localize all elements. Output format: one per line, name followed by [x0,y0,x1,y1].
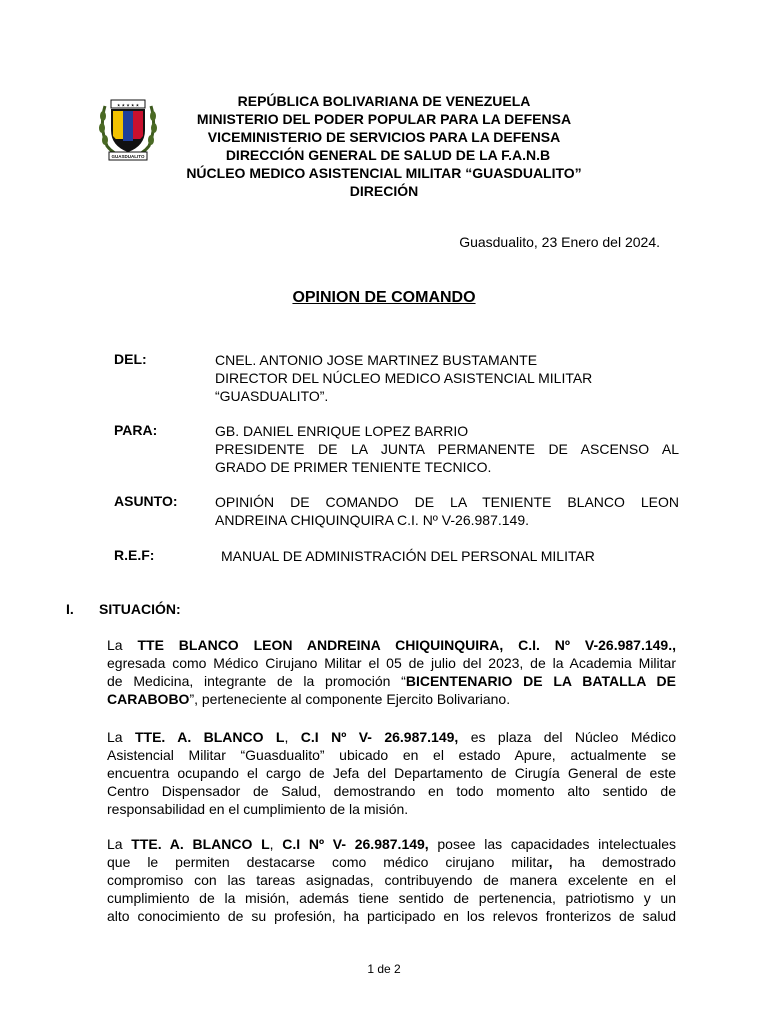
paragraph-1 [107,636,676,708]
para-line: PRESIDENTE DE LA JUNTA PERMANENTE DE ASCENSO AL [215,441,679,457]
text-run: , [269,836,283,852]
asunto-line: ANDREINA CHIQUINQUIRA C.I. Nº V-26.987.149. [215,512,529,528]
para-line: GRADO DE PRIMER TENIENTE TECNICO. [215,459,492,475]
page-number: 1 de 2 [367,962,401,976]
paragraph-line [107,728,676,746]
paragraph-line [107,672,676,690]
paragraph-3 [107,835,676,925]
del-label: DEL: [114,351,147,367]
paragraph-line: alto conocimiento de su profesión, ha participado en los relevos fronterizos de salud [107,908,676,924]
document-date: Guasdualito, 23 Enero del 2024. [459,234,660,250]
officer-ci: C.I Nº V- 26.987.149, [300,729,459,745]
del-line: CNEL. ANTONIO JOSE MARTINEZ BUSTAMANTE [215,352,538,368]
paragraph-line [107,853,676,871]
logo-text: GUASDUALITO [111,154,145,159]
para-line: GB. DANIEL ENRIQUE LOPEZ BARRIO [215,423,469,439]
text-run: de Medicina, integrante de la promoción “ [107,673,406,689]
paragraph-line [107,690,676,708]
asunto-label: ASUNTO: [114,493,178,509]
section-number: I. [66,601,74,617]
paragraph-line [107,835,676,853]
paragraph-line: Centro Dispensador de Salud, demostrando en todo momento alto sentido de [107,783,676,799]
header-country: REPÚBLICA BOLIVARIANA DE VENEZUELA [237,93,531,109]
text-run: ”, perteneciente al componente Ejercito Bolivariano. [189,691,511,707]
para-value [215,422,679,476]
text-run: ha demostrado [552,854,676,870]
del-line: DIRECTOR DEL NÚCLEO MEDICO ASISTENCIAL MILITAR [215,370,593,386]
del-line: “GUASDUALITO”. [215,388,329,404]
officer-ci: C.I Nº V- 26.987.149, [282,836,429,852]
officer-name-ci: TTE BLANCO LEON ANDREINA CHIQUINQUIRA, C.I. Nº V-26.987.149., [137,637,676,653]
text-run: que le permiten destacarse como médico cirujano militar [107,854,549,870]
text-run: posee las capacidades intelectuales [428,836,676,852]
del-value [215,351,679,405]
asunto-value [215,493,679,529]
text-run: es plaza del Núcleo Médico [458,729,677,745]
document-title: OPINION DE COMANDO [292,289,476,306]
paragraph-line: cumplimiento de la misión, además tiene sentido de pertenencia, patriotismo y un [107,890,676,906]
paragraph-2 [107,728,676,818]
text-run: La [107,729,135,745]
promotion-name: BICENTENARIO DE LA BATALLA DE [405,673,676,689]
asunto-line: OPINIÓN DE COMANDO DE LA TENIENTE BLANCO LEON [215,494,679,510]
header-direcion: DIRECIÓN [349,183,419,199]
paragraph-line: encuentra ocupando el cargo de Jefa del Departamento de Cirugía General de este [107,765,676,781]
ref-label: R.E.F: [114,547,155,563]
paragraph-line: responsabilidad en el cumplimiento de la misión. [107,801,409,817]
paragraph-line [107,636,676,654]
para-label: PARA: [114,422,158,438]
header-direction: DIRECCIÓN GENERAL DE SALUD DE LA F.A.N.B [225,147,551,163]
header-ministry: MINISTERIO DEL PODER POPULAR PARA LA DEFENSA [196,111,572,127]
officer-name: TTE. A. BLANCO L [134,729,285,745]
paragraph-line: Asistencial Militar “Guasdualito” ubicado en el estado Apure, actualmente se [107,747,676,763]
header-viceministry: VICEMINISTERIO DE SERVICIOS PARA LA DEFENSA [207,129,561,145]
text-run: La [107,637,138,653]
header-nucleo: NÚCLEO MEDICO ASISTENCIAL MILITAR “GUASDUALITO” [186,165,582,181]
paragraph-line: compromiso con las tareas asignadas, contribuyendo de manera excelente en el [107,872,676,888]
text-run: La [107,836,132,852]
section-title: SITUACIÓN: [99,601,181,617]
text-run: , [284,729,301,745]
officer-name: TTE. A. BLANCO L [131,836,270,852]
text-run: , [548,854,553,870]
paragraph-line: egresada como Médico Cirujano Militar el 05 de julio del 2023, de la Academia Militar [107,655,676,671]
ref-value: MANUAL DE ADMINISTRACIÓN DEL PERSONAL MILITAR [221,548,595,564]
svg-text:★ ★ ★ ★ ★: ★ ★ ★ ★ ★ [116,102,140,108]
promotion-name-end: CARABOBO [107,691,190,707]
